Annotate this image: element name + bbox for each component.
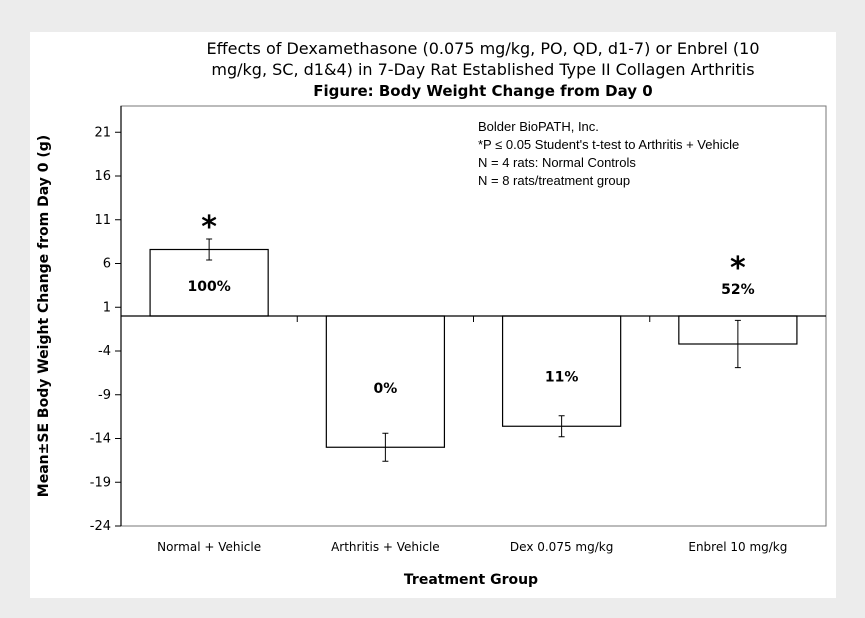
y-tick-label: -4 — [98, 344, 111, 359]
annotation-source: Bolder BioPATH, Inc. — [478, 119, 599, 134]
y-tick-label: 1 — [102, 300, 111, 316]
chart-panel — [30, 32, 836, 598]
y-axis-title: Mean±SE Body Weight Change from Day 0 (g) — [36, 134, 52, 498]
y-tick-label: -9 — [98, 387, 111, 403]
y-tick-label: 6 — [102, 256, 111, 272]
chart-title-line-2: mg/kg, SC, d1&4) in 7-Day Rat Established Type II Collagen Arthritis — [211, 60, 755, 79]
y-tick-label: -24 — [89, 519, 111, 534]
category-ticks — [157, 316, 787, 554]
y-tick-label: -19 — [89, 475, 111, 491]
annotation-box — [478, 119, 739, 188]
y-tick-label: 11 — [94, 212, 111, 228]
y-tick-label: -14 — [89, 431, 111, 447]
x-tick-label: Normal + Vehicle — [157, 540, 262, 554]
bars — [150, 210, 797, 461]
x-tick-label: Dex 0.075 mg/kg — [509, 540, 614, 554]
chart — [30, 32, 836, 598]
annotation-n-treatment: N = 8 rats/treatment group — [478, 173, 631, 188]
annotation-n-controls: N = 4 rats: Normal Controls — [478, 155, 636, 170]
x-axis-title: Treatment Group — [403, 572, 539, 588]
significance-star: * — [201, 210, 217, 245]
chart-title-line-1: Effects of Dexamethasone (0.075 mg/kg, PO, QD, d1-7) or Enbrel (10 — [206, 39, 760, 58]
y-tick-label: 16 — [94, 169, 111, 184]
significance-star: * — [730, 251, 746, 286]
bar-data-label: 11% — [544, 369, 579, 386]
annotation-significance: *P ≤ 0.05 Student's t-test to Arthritis + Vehicle — [478, 137, 740, 152]
bar-data-label: 100% — [187, 278, 231, 295]
bar-data-label: 52% — [721, 282, 755, 298]
chart-subtitle: Figure: Body Weight Change from Day 0 — [313, 82, 653, 100]
y-axis-ticks — [90, 125, 121, 534]
x-tick-label: Arthritis + Vehicle — [331, 540, 440, 554]
y-tick-label: 21 — [94, 125, 111, 141]
bar-data-label: 0% — [373, 381, 398, 398]
x-tick-label: Enbrel 10 mg/kg — [688, 540, 788, 554]
